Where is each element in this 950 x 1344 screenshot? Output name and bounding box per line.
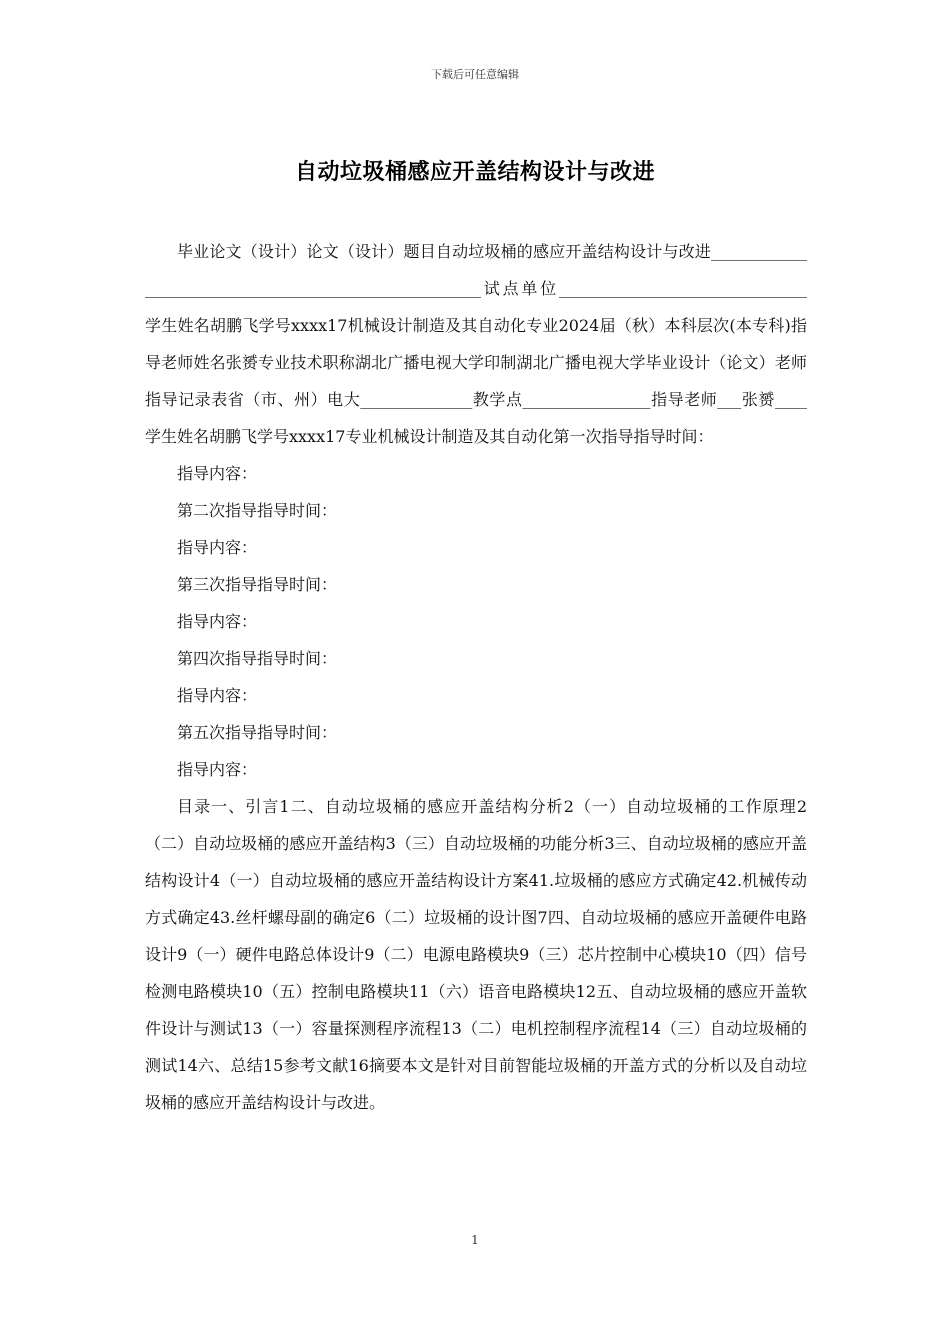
document-title: 自动垃圾桶感应开盖结构设计与改进 (294, 159, 655, 185)
intro-paragraph: 毕业论文（设计）论文（设计）题目自动垃圾桶的感应开盖结构设计与改进______________________________________________________试点单位_______________________________学生姓名胡鹏飞学号xxxx17机械设计制造及其自动化专业2024届（秋）本科层次(本专科)指导老师姓名张赟专业技术职称湖北广播电视大学印制湖北广播电视大学毕业设计（论文）老师指导记录表省（市、州）电大______________教学点________________指导老师___张赟____学生姓名胡鹏飞学号xxxx17专业机械设计制造及其自动化第一次指导指导时间： (145, 242, 807, 446)
guidance-line-3: 指导内容： (177, 538, 258, 557)
guidance-line-2: 第二次指导指导时间： (177, 501, 338, 520)
guidance-line-8: 第五次指导指导时间： (177, 723, 338, 742)
guidance-line-7: 指导内容： (177, 686, 258, 705)
guidance-line-6: 第四次指导指导时间： (177, 649, 338, 668)
toc-paragraph: 目录一、引言1二、自动垃圾桶的感应开盖结构分析2（一）自动垃圾桶的工作原理2（二）自动垃圾桶的感应开盖结构3（三）自动垃圾桶的功能分析3三、自动垃圾桶的感应开盖结构设计4（一）自动垃圾桶的感应开盖结构设计方案41.垃圾桶的感应方式确定42.机械传动方式确定43.丝杆螺母副的确定6（二）垃圾桶的设计图7四、自动垃圾桶的感应开盖硬件电路设计9（一）硬件电路总体设计9（二）电源电路模块9（三）芯片控制中心模块10（四）信号检测电路模块10（五）控制电路模块11（六）语音电路模块12五、自动垃圾桶的感应开盖软件设计与测试13（一）容量探测程序流程13（二）电机控制程序流程14（三）自动垃圾桶的测试14六、总结15参考文献16摘要本文是针对目前智能垃圾桶的开盖方式的分析以及自动垃圾桶的感应开盖结构设计与改进。 (145, 797, 807, 1112)
document-body (145, 233, 807, 1121)
page-header: 下载后可任意编辑 (431, 68, 519, 81)
guidance-line-5: 指导内容： (177, 612, 258, 631)
guidance-line-1: 指导内容： (177, 464, 258, 483)
guidance-line-9: 指导内容： (177, 760, 258, 779)
guidance-line-4: 第三次指导指导时间： (177, 575, 338, 594)
page-number: 1 (471, 1233, 479, 1247)
